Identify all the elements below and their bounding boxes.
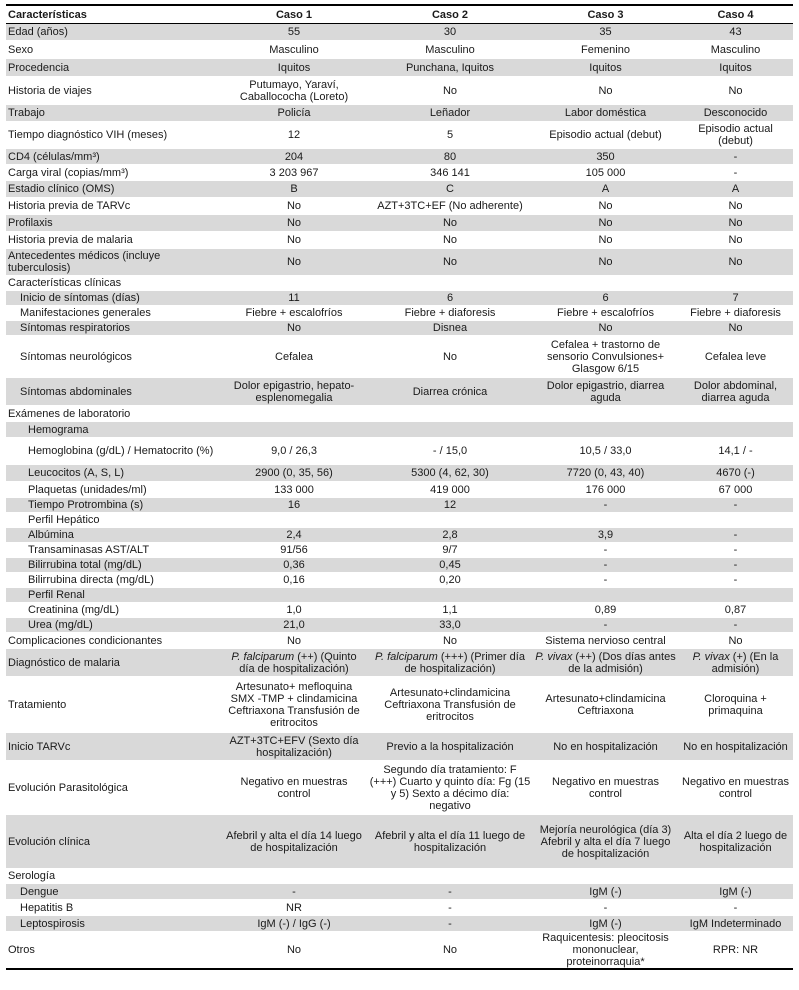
row-label: Síntomas neurológicos xyxy=(6,336,221,378)
table-row xyxy=(6,41,793,59)
cell-caso-2: Segundo día tratamiento: F (+++) Cuarto y quinto día: Fg (15 y 5) Sexto a décimo día: negativo xyxy=(367,761,533,815)
cell-caso-2: 5300 (4, 62, 30) xyxy=(367,465,533,482)
cell-caso-2: AZT+3TC+EF (No adherente) xyxy=(367,198,533,215)
cell-caso-3: - xyxy=(533,558,678,573)
row-label: Leptospirosis xyxy=(6,916,221,932)
cell-caso-1 xyxy=(221,513,367,528)
cell-caso-1 xyxy=(221,406,367,422)
cell-caso-3: 0,89 xyxy=(533,603,678,618)
cell-caso-2 xyxy=(367,276,533,291)
row-label: Carga viral (copias/mm³) xyxy=(6,165,221,181)
cell-caso-4 xyxy=(678,869,793,884)
cell-caso-1: Cefalea xyxy=(221,336,367,378)
cell-caso-1: 11 xyxy=(221,291,367,306)
table-row xyxy=(6,276,793,291)
cell-caso-4: 67 000 xyxy=(678,482,793,498)
table-row xyxy=(6,558,793,573)
table-row xyxy=(6,422,793,438)
cell-caso-4: - xyxy=(678,573,793,588)
cell-caso-3: 105 000 xyxy=(533,165,678,181)
cell-caso-4 xyxy=(678,422,793,438)
cell-caso-4: 4670 (-) xyxy=(678,465,793,482)
cell-caso-3: No xyxy=(533,215,678,232)
row-label: Transaminasas AST/ALT xyxy=(6,543,221,558)
table-row xyxy=(6,149,793,165)
cell-caso-3: Labor doméstica xyxy=(533,105,678,122)
table-row xyxy=(6,869,793,884)
cell-caso-2: 2,8 xyxy=(367,528,533,543)
cell-caso-4: Iquitos xyxy=(678,59,793,77)
cell-caso-1: No xyxy=(221,215,367,232)
cell-caso-1: IgM (-) / IgG (-) xyxy=(221,916,367,932)
cell-caso-2: Afebril y alta el día 11 luego de hospitalización xyxy=(367,815,533,869)
cell-caso-1 xyxy=(221,422,367,438)
row-label: Trabajo xyxy=(6,105,221,122)
cell-caso-2: Punchana, Iquitos xyxy=(367,59,533,77)
row-label: Sexo xyxy=(6,41,221,59)
cell-caso-3: Cefalea + trastorno de sensorio Convulsiones+ Glasgow 6/15 xyxy=(533,336,678,378)
cell-caso-4: Alta el día 2 luego de hospitalización xyxy=(678,815,793,869)
cell-caso-4: - xyxy=(678,528,793,543)
cell-caso-1 xyxy=(221,588,367,603)
cell-caso-3: Iquitos xyxy=(533,59,678,77)
cell-caso-4: Dolor abdominal, diarrea aguda xyxy=(678,378,793,406)
row-label: Tiempo diagnóstico VIH (meses) xyxy=(6,122,221,149)
cell-caso-4: RPR: NR xyxy=(678,932,793,970)
cell-caso-4: No en hospitalización xyxy=(678,733,793,761)
cell-caso-2: 5 xyxy=(367,122,533,149)
row-label: Dengue xyxy=(6,884,221,900)
cell-caso-3 xyxy=(533,406,678,422)
cell-caso-1: 12 xyxy=(221,122,367,149)
row-label: Exámenes de laboratorio xyxy=(6,406,221,422)
cell-caso-2: 419 000 xyxy=(367,482,533,498)
cell-caso-2 xyxy=(367,513,533,528)
table-container xyxy=(6,4,793,970)
table-row xyxy=(6,884,793,900)
cell-caso-1: No xyxy=(221,232,367,249)
cell-caso-4: IgM Indeterminado xyxy=(678,916,793,932)
row-label: Urea (mg/dL) xyxy=(6,618,221,633)
cell-caso-1 xyxy=(221,869,367,884)
row-label: Creatinina (mg/dL) xyxy=(6,603,221,618)
cell-caso-2: 0,20 xyxy=(367,573,533,588)
row-label: Diagnóstico de malaria xyxy=(6,649,221,677)
cell-caso-4: Episodio actual (debut) xyxy=(678,122,793,149)
header-row xyxy=(6,5,793,24)
table-row xyxy=(6,815,793,869)
table-row xyxy=(6,588,793,603)
cell-caso-1: - xyxy=(221,884,367,900)
cell-caso-3: IgM (-) xyxy=(533,916,678,932)
cell-caso-3: IgM (-) xyxy=(533,884,678,900)
cell-caso-2: C xyxy=(367,181,533,198)
species-name: P. vivax xyxy=(692,650,730,663)
cell-caso-2: Disnea xyxy=(367,321,533,336)
row-label: Antecedentes médicos (incluye tuberculosis) xyxy=(6,249,221,276)
species-name: P. falciparum xyxy=(375,650,438,663)
row-label: Características clínicas xyxy=(6,276,221,291)
cell-caso-1: Afebril y alta el día 14 luego de hospitalización xyxy=(221,815,367,869)
table-row xyxy=(6,513,793,528)
cell-caso-1: Negativo en muestras control xyxy=(221,761,367,815)
cell-caso-1 xyxy=(221,649,367,677)
cell-caso-2 xyxy=(367,588,533,603)
row-label: Evolución Parasitológica xyxy=(6,761,221,815)
table-row xyxy=(6,378,793,406)
cell-caso-4 xyxy=(678,406,793,422)
cell-caso-3: A xyxy=(533,181,678,198)
cell-caso-3 xyxy=(533,588,678,603)
cell-caso-3: Episodio actual (debut) xyxy=(533,122,678,149)
diagnosis-detail: (++) (Dos días antes de la admisión) xyxy=(568,650,676,675)
table-row xyxy=(6,482,793,498)
cell-caso-3 xyxy=(533,513,678,528)
table-row xyxy=(6,181,793,198)
cell-caso-4: - xyxy=(678,618,793,633)
cell-caso-3: No en hospitalización xyxy=(533,733,678,761)
cell-caso-4: IgM (-) xyxy=(678,884,793,900)
cell-caso-2: 0,45 xyxy=(367,558,533,573)
table-row xyxy=(6,677,793,733)
cell-caso-2: 80 xyxy=(367,149,533,165)
row-label: Profilaxis xyxy=(6,215,221,232)
cell-caso-2: No xyxy=(367,215,533,232)
cell-caso-2: - xyxy=(367,884,533,900)
cases-table xyxy=(6,4,793,970)
cell-caso-2: No xyxy=(367,77,533,105)
row-label: Tratamiento xyxy=(6,677,221,733)
table-row xyxy=(6,916,793,932)
cell-caso-1: 2900 (0, 35, 56) xyxy=(221,465,367,482)
cell-caso-2 xyxy=(367,649,533,677)
table-row xyxy=(6,249,793,276)
row-label: Leucocitos (A, S, L) xyxy=(6,465,221,482)
cell-caso-3: Artesunato+clindamicina Ceftriaxona xyxy=(533,677,678,733)
cell-caso-3 xyxy=(533,276,678,291)
table-row xyxy=(6,528,793,543)
cell-caso-2: 30 xyxy=(367,24,533,41)
cell-caso-3: No xyxy=(533,77,678,105)
cell-caso-2: Masculino xyxy=(367,41,533,59)
table-row xyxy=(6,932,793,970)
row-label: Hepatitis B xyxy=(6,900,221,916)
cell-caso-2 xyxy=(367,406,533,422)
row-label: Tiempo Protrombina (s) xyxy=(6,498,221,513)
cell-caso-1: 21,0 xyxy=(221,618,367,633)
cell-caso-1: AZT+3TC+EFV (Sexto día hospitalización) xyxy=(221,733,367,761)
header-caso-2: Caso 2 xyxy=(431,8,469,21)
cell-caso-1: 3 203 967 xyxy=(221,165,367,181)
table-row xyxy=(6,306,793,321)
table-row xyxy=(6,336,793,378)
cell-caso-3: - xyxy=(533,618,678,633)
row-label: Procedencia xyxy=(6,59,221,77)
row-label: Síntomas respiratorios xyxy=(6,321,221,336)
cell-caso-1: Putumayo, Yaraví, Caballococha (Loreto) xyxy=(221,77,367,105)
cell-caso-3: No xyxy=(533,321,678,336)
table-body xyxy=(6,24,793,970)
table-row xyxy=(6,291,793,306)
cell-caso-2: - / 15,0 xyxy=(367,438,533,465)
table-row xyxy=(6,498,793,513)
cell-caso-4 xyxy=(678,513,793,528)
cell-caso-3: - xyxy=(533,900,678,916)
cell-caso-1: 2,4 xyxy=(221,528,367,543)
row-label: Otros xyxy=(6,932,221,970)
cell-caso-4: No xyxy=(678,232,793,249)
row-label: Albúmina xyxy=(6,528,221,543)
cell-caso-1: No xyxy=(221,321,367,336)
cell-caso-2: 9/7 xyxy=(367,543,533,558)
row-label: Plaquetas (unidades/ml) xyxy=(6,482,221,498)
cell-caso-4: Cloroquina + primaquina xyxy=(678,677,793,733)
table-row xyxy=(6,603,793,618)
cell-caso-2: 1,1 xyxy=(367,603,533,618)
table-row xyxy=(6,900,793,916)
cell-caso-3: 35 xyxy=(533,24,678,41)
cell-caso-3: - xyxy=(533,573,678,588)
table-row xyxy=(6,733,793,761)
cell-caso-2: Artesunato+clindamicina Ceftriaxona Transfusión de eritrocitos xyxy=(367,677,533,733)
cell-caso-4: - xyxy=(678,149,793,165)
row-label: Manifestaciones generales xyxy=(6,306,221,321)
table-row xyxy=(6,573,793,588)
cell-caso-4: Masculino xyxy=(678,41,793,59)
header-caso-4: Caso 4 xyxy=(717,8,754,21)
table-row xyxy=(6,105,793,122)
cell-caso-2 xyxy=(367,422,533,438)
cell-caso-3: Negativo en muestras control xyxy=(533,761,678,815)
cell-caso-2: No xyxy=(367,336,533,378)
cell-caso-1: Artesunato+ mefloquina SMX -TMP + clindamicina Ceftriaxona Transfusión de eritrocitos xyxy=(221,677,367,733)
cell-caso-1: 9,0 / 26,3 xyxy=(221,438,367,465)
cell-caso-4 xyxy=(678,649,793,677)
table-row xyxy=(6,633,793,649)
cell-caso-2: No xyxy=(367,932,533,970)
cell-caso-2: Fiebre + diaforesis xyxy=(367,306,533,321)
cell-caso-4: No xyxy=(678,633,793,649)
row-label: Bilirrubina total (mg/dL) xyxy=(6,558,221,573)
cell-caso-4: Cefalea leve xyxy=(678,336,793,378)
table-row xyxy=(6,77,793,105)
row-label: Historia de viajes xyxy=(6,77,221,105)
cell-caso-1: 91/56 xyxy=(221,543,367,558)
cell-caso-2: No xyxy=(367,633,533,649)
cell-caso-1: Fiebre + escalofríos xyxy=(221,306,367,321)
table-row xyxy=(6,122,793,149)
cell-caso-3 xyxy=(533,649,678,677)
table-row xyxy=(6,215,793,232)
cell-caso-4: No xyxy=(678,321,793,336)
species-name: P. vivax xyxy=(535,650,573,663)
row-label: Síntomas abdominales xyxy=(6,378,221,406)
table-row xyxy=(6,406,793,422)
table-row xyxy=(6,24,793,41)
cell-caso-1: Masculino xyxy=(221,41,367,59)
cell-caso-4 xyxy=(678,276,793,291)
cell-caso-3: Femenino xyxy=(533,41,678,59)
cell-caso-2: Leñador xyxy=(367,105,533,122)
cell-caso-2: Previo a la hospitalización xyxy=(367,733,533,761)
header-caracteristicas: Características xyxy=(8,8,87,21)
cell-caso-4: - xyxy=(678,165,793,181)
cell-caso-4 xyxy=(678,588,793,603)
diagnosis-detail: (+++) (Primer día de hospitalización) xyxy=(404,650,525,675)
cell-caso-1 xyxy=(221,276,367,291)
cell-caso-3 xyxy=(533,869,678,884)
table-row xyxy=(6,165,793,181)
row-label: Bilirrubina directa (mg/dL) xyxy=(6,573,221,588)
cell-caso-4: Fiebre + diaforesis xyxy=(678,306,793,321)
cell-caso-1: Dolor epigastrio, hepato-esplenomegalia xyxy=(221,378,367,406)
cell-caso-3: 10,5 / 33,0 xyxy=(533,438,678,465)
cell-caso-2: - xyxy=(367,916,533,932)
diagnosis-detail: (++) (Quinto día de hospitalización) xyxy=(239,650,357,675)
cell-caso-4: Negativo en muestras control xyxy=(678,761,793,815)
cell-caso-3: 7720 (0, 43, 40) xyxy=(533,465,678,482)
cell-caso-1: No xyxy=(221,198,367,215)
cell-caso-4: No xyxy=(678,77,793,105)
cell-caso-4: - xyxy=(678,543,793,558)
row-label: Complicaciones condicionantes xyxy=(6,633,221,649)
cell-caso-1: B xyxy=(221,181,367,198)
cell-caso-2: No xyxy=(367,232,533,249)
header-caso-1: Caso 1 xyxy=(275,8,313,21)
table-row xyxy=(6,438,793,465)
cell-caso-3: Fiebre + escalofríos xyxy=(533,306,678,321)
cell-caso-2 xyxy=(367,869,533,884)
cell-caso-3: Mejoría neurológica (día 3) Afebril y alta el día 7 luego de hospitalización xyxy=(533,815,678,869)
cell-caso-4: - xyxy=(678,498,793,513)
cell-caso-2: 6 xyxy=(367,291,533,306)
cell-caso-1: 0,16 xyxy=(221,573,367,588)
cell-caso-2: 33,0 xyxy=(367,618,533,633)
cell-caso-4: 7 xyxy=(678,291,793,306)
cell-caso-1: NR xyxy=(221,900,367,916)
cell-caso-4: 0,87 xyxy=(678,603,793,618)
cell-caso-4: No xyxy=(678,198,793,215)
table-row xyxy=(6,761,793,815)
cell-caso-3: No xyxy=(533,232,678,249)
cell-caso-3: 176 000 xyxy=(533,482,678,498)
row-label: Hemoglobina (g/dL) / Hematocrito (%) xyxy=(6,438,221,465)
cell-caso-1: 133 000 xyxy=(221,482,367,498)
row-label: CD4 (células/mm³) xyxy=(6,149,221,165)
cell-caso-3: 350 xyxy=(533,149,678,165)
cell-caso-3: Dolor epigastrio, diarrea aguda xyxy=(533,378,678,406)
row-label: Evolución clínica xyxy=(6,815,221,869)
row-label: Historia previa de malaria xyxy=(6,232,221,249)
cell-caso-4: - xyxy=(678,558,793,573)
row-label: Edad (años) xyxy=(6,24,221,41)
row-label: Perfil Hepático xyxy=(6,513,221,528)
cell-caso-3: 3,9 xyxy=(533,528,678,543)
table-row xyxy=(6,543,793,558)
cell-caso-1: 1,0 xyxy=(221,603,367,618)
cell-caso-3: - xyxy=(533,498,678,513)
table-row xyxy=(6,198,793,215)
cell-caso-1: Policía xyxy=(221,105,367,122)
row-label: Historia previa de TARVc xyxy=(6,198,221,215)
table-row xyxy=(6,649,793,677)
cell-caso-4: 43 xyxy=(678,24,793,41)
species-name: P. falciparum xyxy=(231,650,295,663)
cell-caso-1: 16 xyxy=(221,498,367,513)
cell-caso-2: 346 141 xyxy=(367,165,533,181)
row-label: Hemograma xyxy=(6,422,221,438)
cell-caso-3: No xyxy=(533,249,678,276)
cell-caso-4: - xyxy=(678,900,793,916)
cell-caso-4: No xyxy=(678,215,793,232)
cell-caso-2: - xyxy=(367,900,533,916)
table-row xyxy=(6,321,793,336)
row-label: Inicio TARVc xyxy=(6,733,221,761)
cell-caso-3: Raquicentesis: pleocitosis mononuclear, proteinorraquia* xyxy=(533,932,678,970)
cell-caso-1: No xyxy=(221,249,367,276)
cell-caso-3 xyxy=(533,422,678,438)
cell-caso-3: Sistema nervioso central xyxy=(533,633,678,649)
cell-caso-1: 204 xyxy=(221,149,367,165)
cell-caso-1: 55 xyxy=(221,24,367,41)
cell-caso-1: Iquitos xyxy=(221,59,367,77)
row-label: Inicio de síntomas (días) xyxy=(6,291,221,306)
table-row xyxy=(6,232,793,249)
cell-caso-1: No xyxy=(221,932,367,970)
cell-caso-2: No xyxy=(367,249,533,276)
cell-caso-2: 12 xyxy=(367,498,533,513)
cell-caso-1: 0,36 xyxy=(221,558,367,573)
cell-caso-3: No xyxy=(533,198,678,215)
cell-caso-1: No xyxy=(221,633,367,649)
row-label: Serología xyxy=(6,869,221,884)
cell-caso-3: 6 xyxy=(533,291,678,306)
cell-caso-4: No xyxy=(678,249,793,276)
cell-caso-4: Desconocido xyxy=(678,105,793,122)
cell-caso-4: A xyxy=(678,181,793,198)
diagnosis-detail: (+) (En la admisión) xyxy=(711,650,779,675)
row-label: Estadio clínico (OMS) xyxy=(6,181,221,198)
cell-caso-3: - xyxy=(533,543,678,558)
table-row xyxy=(6,59,793,77)
table-row xyxy=(6,465,793,482)
cell-caso-4: 14,1 / - xyxy=(678,438,793,465)
header-caso-3: Caso 3 xyxy=(587,8,624,21)
cell-caso-2: Diarrea crónica xyxy=(367,378,533,406)
table-row xyxy=(6,618,793,633)
row-label: Perfil Renal xyxy=(6,588,221,603)
